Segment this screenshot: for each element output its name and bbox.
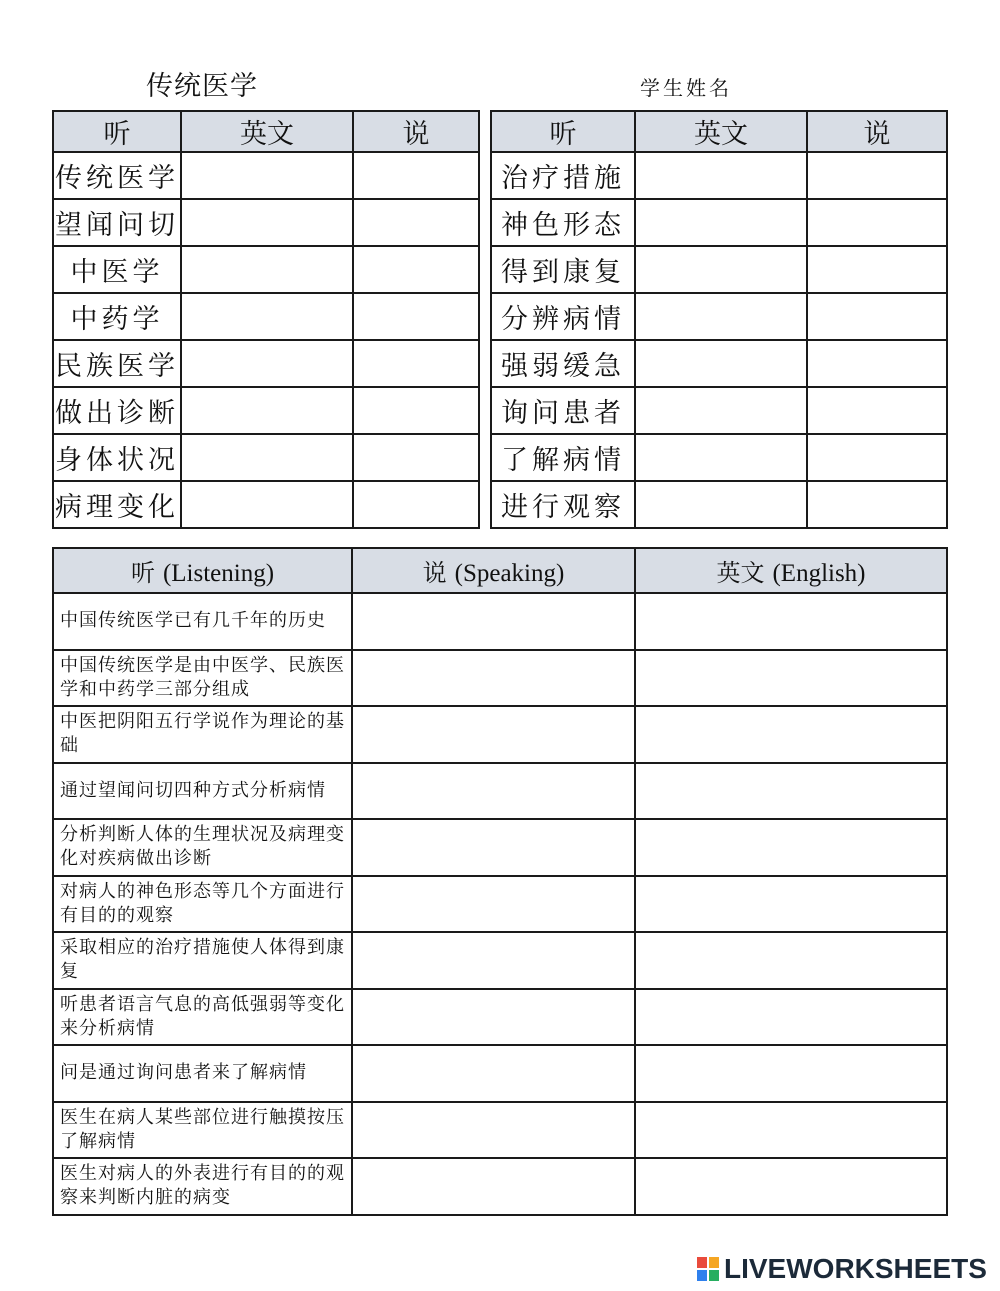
header-speak: 说 xyxy=(353,111,479,152)
header-english-en: (English) xyxy=(772,560,866,587)
sentence-text[interactable]: 通过望闻问切四种方式分析病情 xyxy=(53,763,352,820)
speak-record-cell[interactable] xyxy=(352,932,635,989)
vocab-row xyxy=(491,152,947,199)
english-answer-cell[interactable] xyxy=(635,706,947,763)
vocab-term[interactable]: 中医学 xyxy=(53,246,181,293)
vocab-term[interactable]: 做出诊断 xyxy=(53,387,181,434)
liveworksheets-logo[interactable] xyxy=(697,1254,987,1284)
logo-block xyxy=(697,1257,707,1268)
english-answer-cell[interactable] xyxy=(635,650,947,707)
english-answer-cell[interactable] xyxy=(635,246,807,293)
english-answer-cell[interactable] xyxy=(635,876,947,933)
english-answer-cell[interactable] xyxy=(635,152,807,199)
speak-record-cell[interactable] xyxy=(352,763,635,820)
english-answer-cell[interactable] xyxy=(181,481,353,528)
speak-record-cell[interactable] xyxy=(352,593,635,650)
header-speak: 说 xyxy=(807,111,947,152)
sentence-row xyxy=(53,650,947,707)
vocab-row xyxy=(491,434,947,481)
vocab-row xyxy=(491,340,947,387)
sentence-row xyxy=(53,1158,947,1215)
english-answer-cell[interactable] xyxy=(635,481,807,528)
speak-record-cell[interactable] xyxy=(353,340,479,387)
vocab-row xyxy=(53,340,479,387)
vocab-term[interactable]: 得到康复 xyxy=(491,246,635,293)
vocab-row xyxy=(53,387,479,434)
vocab-term[interactable]: 进行观察 xyxy=(491,481,635,528)
english-answer-cell[interactable] xyxy=(635,989,947,1046)
speak-record-cell[interactable] xyxy=(353,434,479,481)
logo-block xyxy=(709,1270,719,1281)
vocab-row xyxy=(53,481,479,528)
vocab-row xyxy=(53,434,479,481)
speak-record-cell[interactable] xyxy=(353,199,479,246)
speak-record-cell[interactable] xyxy=(352,706,635,763)
vocab-row xyxy=(53,246,479,293)
header-english: 英文 xyxy=(181,111,353,152)
sentence-row xyxy=(53,763,947,820)
speak-record-cell[interactable] xyxy=(807,481,947,528)
header-listening-en: (Listening) xyxy=(162,560,275,587)
header-english-zh: 英文 xyxy=(716,559,765,587)
logo-block xyxy=(697,1270,707,1281)
english-answer-cell[interactable] xyxy=(635,1102,947,1159)
english-answer-cell[interactable] xyxy=(635,293,807,340)
sentence-text[interactable]: 中医把阴阳五行学说作为理论的基础 xyxy=(53,706,352,763)
english-answer-cell[interactable] xyxy=(181,246,353,293)
vocab-table-right xyxy=(490,110,948,529)
english-answer-cell[interactable] xyxy=(635,1158,947,1215)
english-answer-cell[interactable] xyxy=(181,387,353,434)
speak-record-cell[interactable] xyxy=(807,434,947,481)
brand-name: LIVEWORKSHEETS xyxy=(724,1253,987,1284)
speak-record-cell[interactable] xyxy=(352,819,635,876)
header-listening-zh: 听 xyxy=(130,559,155,587)
speak-record-cell[interactable] xyxy=(353,293,479,340)
logo-blocks-icon xyxy=(697,1257,719,1281)
vocab-term[interactable]: 分辨病情 xyxy=(491,293,635,340)
vocab-row xyxy=(491,199,947,246)
speak-record-cell[interactable] xyxy=(353,387,479,434)
sentence-text[interactable]: 听患者语言气息的高低强弱等变化来分析病情 xyxy=(53,989,352,1046)
sentence-row xyxy=(53,706,947,763)
sentence-text[interactable]: 中国传统医学是由中医学、民族医学和中药学三部分组成 xyxy=(53,650,352,707)
english-answer-cell[interactable] xyxy=(181,293,353,340)
sentence-text[interactable]: 采取相应的治疗措施使人体得到康复 xyxy=(53,932,352,989)
vocab-term[interactable]: 了解病情 xyxy=(491,434,635,481)
vocab-term[interactable]: 神色形态 xyxy=(491,199,635,246)
sentence-row xyxy=(53,1102,947,1159)
header-english xyxy=(635,548,947,593)
speak-record-cell[interactable] xyxy=(352,989,635,1046)
english-answer-cell[interactable] xyxy=(635,1045,947,1102)
header-listen: 听 xyxy=(491,111,635,152)
header-speaking-en: (Speaking) xyxy=(454,560,565,587)
english-answer-cell[interactable] xyxy=(635,387,807,434)
header-speaking xyxy=(352,548,635,593)
vocab-row xyxy=(491,387,947,434)
vocab-term[interactable]: 强弱缓急 xyxy=(491,340,635,387)
english-answer-cell[interactable] xyxy=(635,819,947,876)
speak-record-cell[interactable] xyxy=(352,650,635,707)
worksheet-title: 传统医学 xyxy=(146,71,258,102)
speak-record-cell[interactable] xyxy=(353,481,479,528)
header-english: 英文 xyxy=(635,111,807,152)
sentence-row xyxy=(53,989,947,1046)
speak-record-cell[interactable] xyxy=(352,1102,635,1159)
logo-block xyxy=(709,1257,719,1268)
sentence-row xyxy=(53,593,947,650)
student-name-label: 学生姓名 xyxy=(640,76,732,100)
speak-record-cell[interactable] xyxy=(353,246,479,293)
sentence-row xyxy=(53,819,947,876)
speak-record-cell[interactable] xyxy=(807,387,947,434)
vocab-row xyxy=(491,481,947,528)
sentence-text[interactable]: 医生对病人的外表进行有目的的观察来判断内脏的病变 xyxy=(53,1158,352,1215)
english-answer-cell[interactable] xyxy=(635,763,947,820)
english-answer-cell[interactable] xyxy=(181,340,353,387)
vocab-row xyxy=(53,293,479,340)
sentence-text[interactable]: 问是通过询问患者来了解病情 xyxy=(53,1045,352,1102)
sentence-row xyxy=(53,1045,947,1102)
english-answer-cell[interactable] xyxy=(635,340,807,387)
english-answer-cell[interactable] xyxy=(635,434,807,481)
sentence-text[interactable]: 分析判断人体的生理状况及病理变化对疾病做出诊断 xyxy=(53,819,352,876)
sentence-row xyxy=(53,932,947,989)
english-answer-cell[interactable] xyxy=(181,152,353,199)
vocab-row xyxy=(491,293,947,340)
vocab-term[interactable]: 中药学 xyxy=(53,293,181,340)
speak-record-cell[interactable] xyxy=(352,1158,635,1215)
vocab-term[interactable]: 望闻问切 xyxy=(53,199,181,246)
sentence-text[interactable]: 中国传统医学已有几千年的历史 xyxy=(53,593,352,650)
vocab-term[interactable]: 治疗措施 xyxy=(491,152,635,199)
header-speaking-zh: 说 xyxy=(422,559,447,587)
vocab-term[interactable]: 身体状况 xyxy=(53,434,181,481)
english-answer-cell[interactable] xyxy=(181,434,353,481)
speak-record-cell[interactable] xyxy=(352,876,635,933)
speak-record-cell[interactable] xyxy=(807,340,947,387)
speak-record-cell[interactable] xyxy=(352,1045,635,1102)
header-listening xyxy=(53,548,352,593)
english-answer-cell[interactable] xyxy=(635,199,807,246)
english-answer-cell[interactable] xyxy=(181,199,353,246)
speak-record-cell[interactable] xyxy=(807,293,947,340)
vocab-term[interactable]: 民族医学 xyxy=(53,340,181,387)
speak-record-cell[interactable] xyxy=(807,199,947,246)
english-answer-cell[interactable] xyxy=(635,593,947,650)
english-answer-cell[interactable] xyxy=(635,932,947,989)
vocab-table-left xyxy=(52,110,480,529)
sentence-table xyxy=(52,547,948,1216)
header-listen: 听 xyxy=(53,111,181,152)
sentence-text[interactable]: 医生在病人某些部位进行触摸按压了解病情 xyxy=(53,1102,352,1159)
speak-record-cell[interactable] xyxy=(807,246,947,293)
sentence-text[interactable]: 对病人的神色形态等几个方面进行有目的的观察 xyxy=(53,876,352,933)
vocab-row xyxy=(53,152,479,199)
sentence-row xyxy=(53,876,947,933)
vocab-term[interactable]: 传统医学 xyxy=(53,152,181,199)
vocab-term[interactable]: 询问患者 xyxy=(491,387,635,434)
vocab-term[interactable]: 病理变化 xyxy=(53,481,181,528)
vocab-row xyxy=(53,199,479,246)
speak-record-cell[interactable] xyxy=(353,152,479,199)
speak-record-cell[interactable] xyxy=(807,152,947,199)
vocab-row xyxy=(491,246,947,293)
